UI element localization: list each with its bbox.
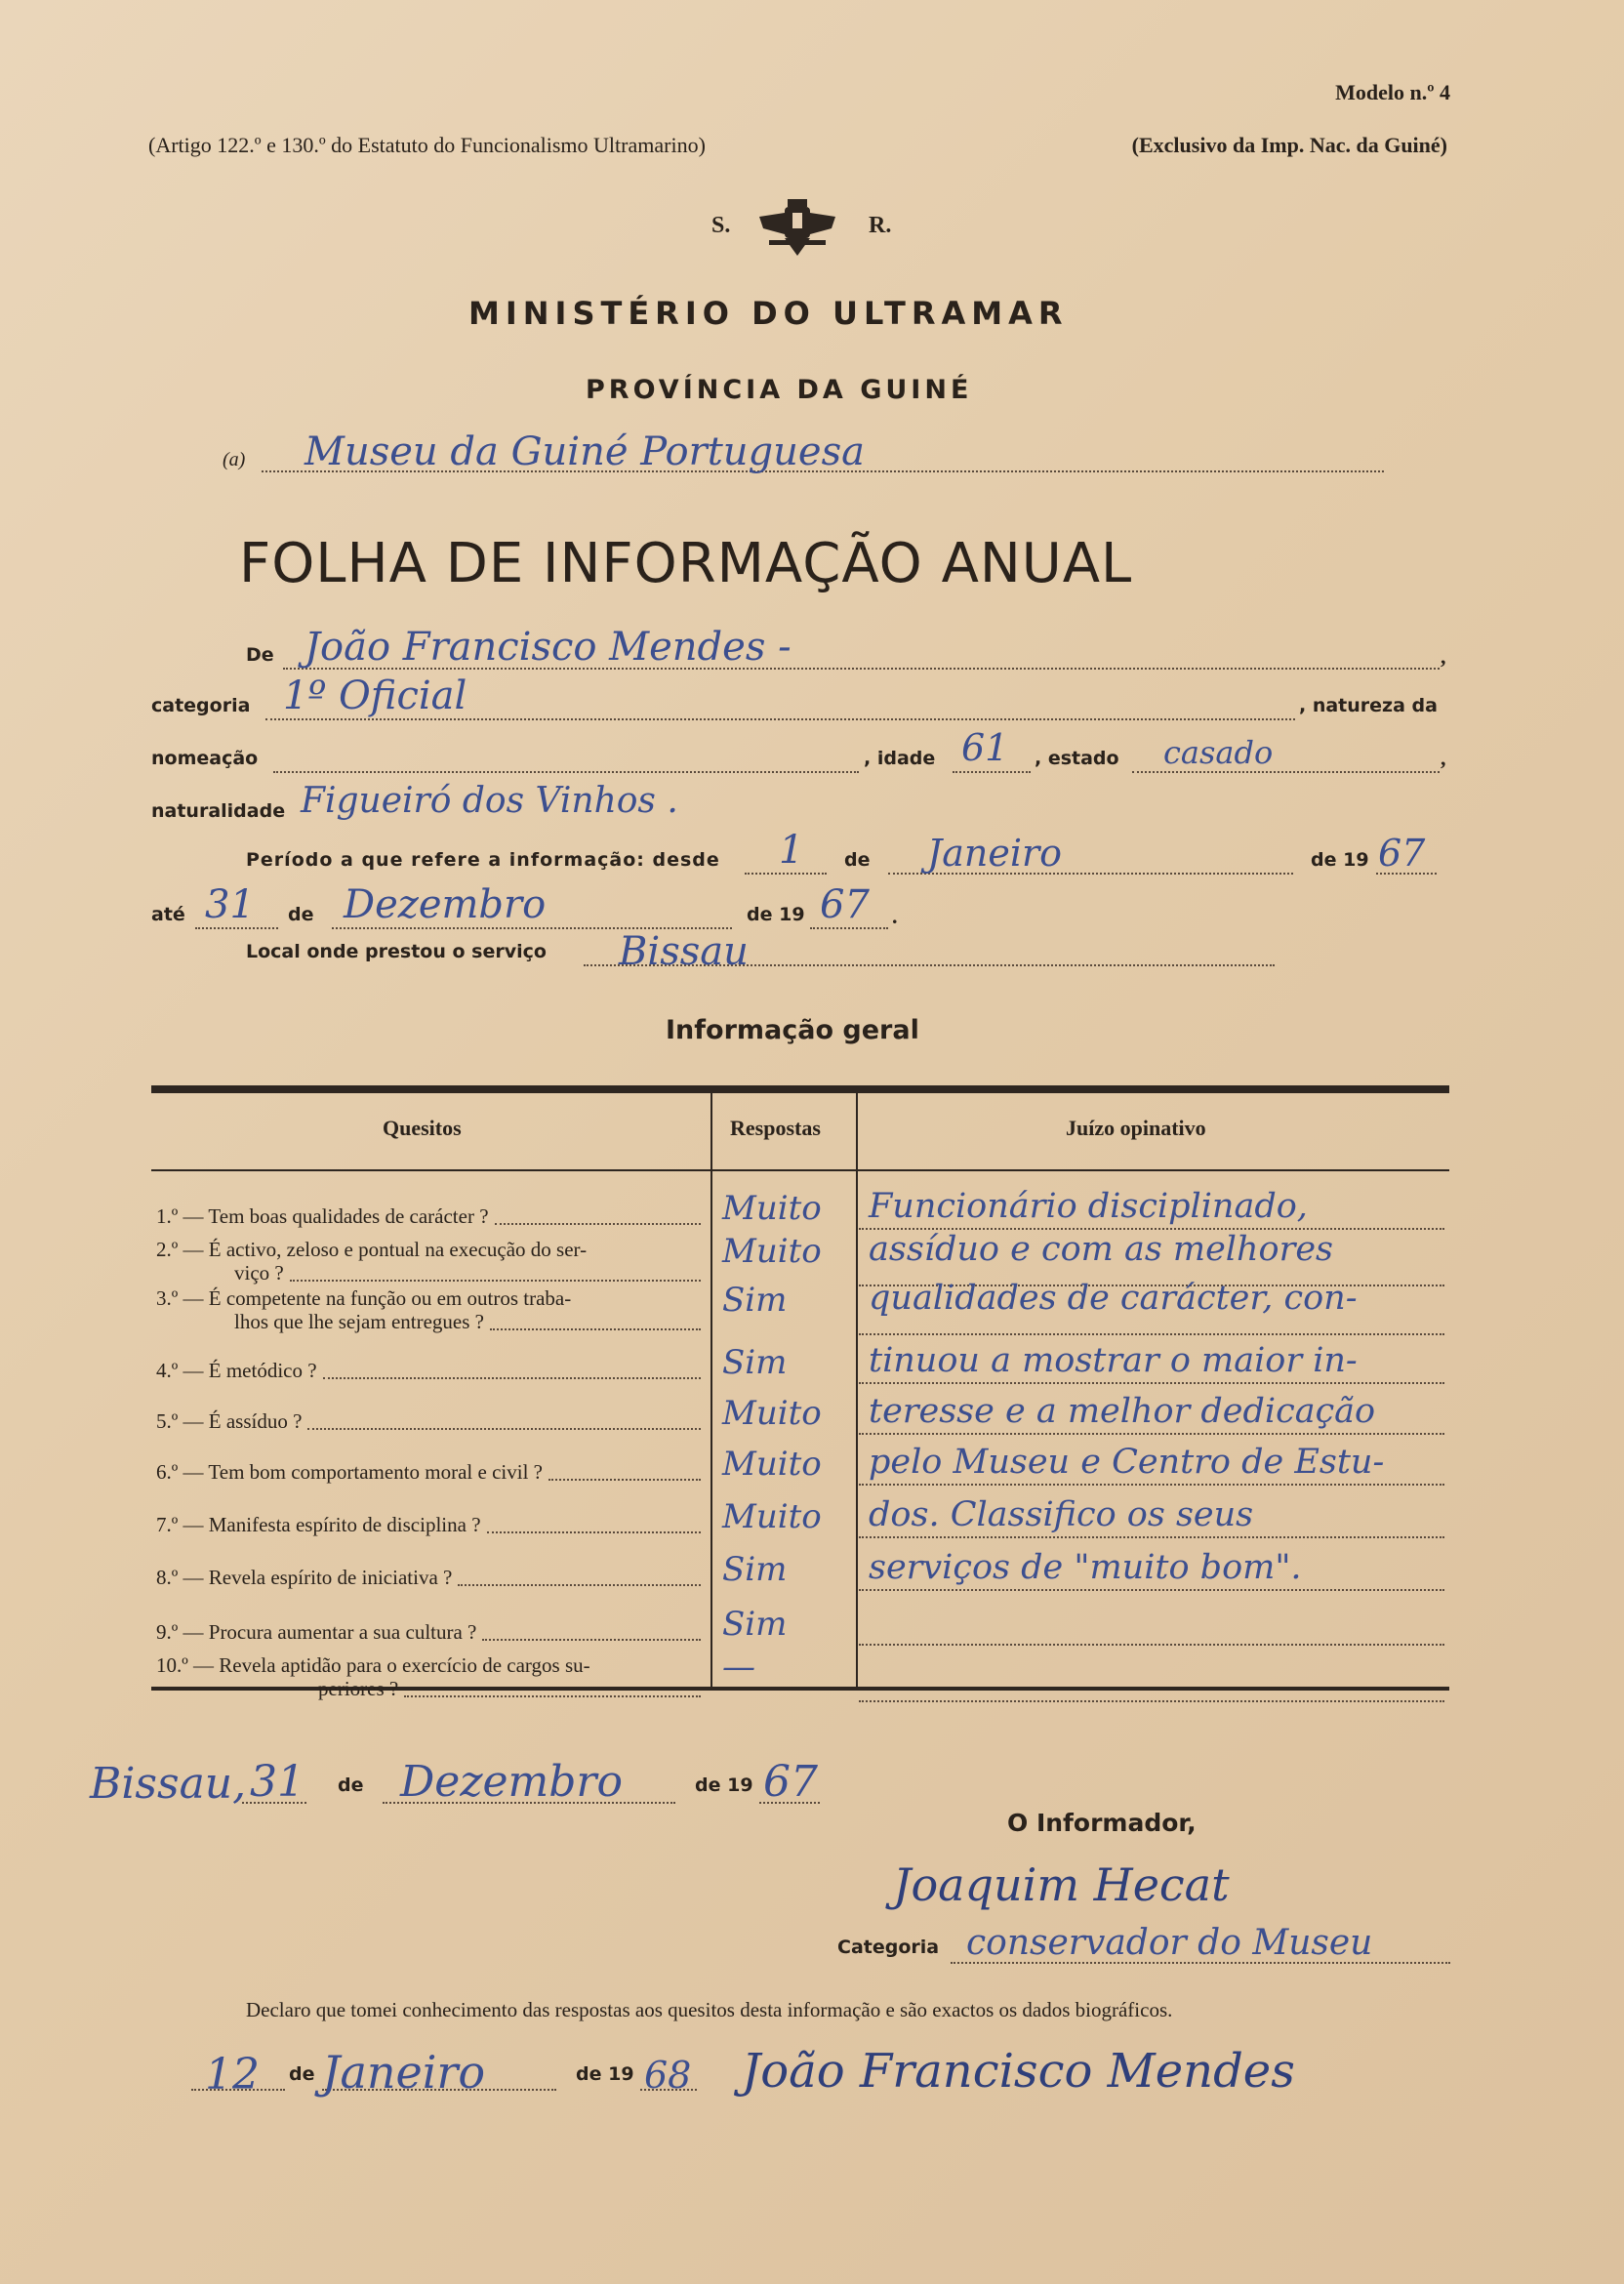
opinion-dotted-line-5 (859, 1433, 1444, 1435)
desde-de-label: de (844, 849, 871, 871)
idade-dotted-line (953, 771, 1031, 773)
decl-de-label: de (289, 2063, 315, 2085)
de-comma: , (1441, 644, 1446, 669)
opinion-line-4: tinuou a mostrar o maior in- (869, 1341, 1358, 1380)
question-5: 5.º — É assíduo ? (156, 1409, 303, 1433)
local-label: Local onde prestou o serviço (246, 941, 547, 962)
opinion-dotted-line-10 (859, 1700, 1444, 1702)
footer-day-handwritten: 31 (250, 1757, 304, 1807)
r-letter: R. (869, 213, 892, 238)
question-3-continued: lhos que lhe sejam entregues ? (234, 1310, 484, 1333)
de-handwritten-value: João Francisco Mendes - (304, 625, 792, 670)
estado-dotted-line (1132, 771, 1440, 773)
decl-year-handwritten: 68 (644, 2054, 692, 2097)
informador-signature: Joaquim Hecat (893, 1858, 1230, 1911)
answer-9: Sim (722, 1605, 788, 1644)
footer-year-prefix: de 19 (695, 1774, 753, 1796)
form-title: FOLHA DE INFORMAÇÃO ANUAL (239, 532, 1133, 595)
opinion-line-8: serviços de "muito bom". (869, 1548, 1302, 1587)
natureza-label: , natureza da (1299, 695, 1438, 716)
question-6: 6.º — Tem bom comportamento moral e civil ? (156, 1460, 543, 1484)
footer-categoria-handwritten: conservador do Museu (966, 1923, 1373, 1963)
ate-label: até (151, 904, 185, 925)
ate-year-handwritten: 67 (820, 882, 870, 927)
declaration-text: Declaro que tomei conhecimento das respostas aos quesitos desta informação e são exactos os dados biográficos. (246, 1998, 1173, 2021)
declarant-signature: João Francisco Mendes (742, 2044, 1295, 2099)
ate-day-dotted-line (195, 927, 278, 929)
opinion-line-6: pelo Museu e Centro de Estu- (869, 1443, 1385, 1482)
estado-handwritten-value: casado (1163, 734, 1274, 771)
opinion-dotted-line-8 (859, 1589, 1444, 1591)
question-leader-8 (458, 1584, 701, 1586)
local-handwritten-value: Bissau (619, 929, 749, 974)
question-leader-4 (323, 1377, 701, 1379)
decl-year-prefix: de 19 (576, 2063, 634, 2085)
nomeacao-dotted-line (273, 771, 859, 773)
naturalidade-handwritten-value: Figueiró dos Vinhos . (301, 781, 678, 821)
col-header-respostas: Respostas (730, 1116, 821, 1140)
opinion-line-3: qualidades de carácter, con- (869, 1279, 1358, 1318)
ministerio-heading: MINISTÉRIO DO ULTRAMAR (468, 295, 1069, 332)
col-divider-2 (856, 1093, 858, 1687)
desde-month-handwritten: Janeiro (927, 832, 1063, 875)
answer-10: — (722, 1648, 755, 1687)
question-leader-9 (482, 1639, 701, 1641)
question-9: 9.º — Procura aumentar a sua cultura ? (156, 1620, 477, 1644)
ate-year-prefix: de 19 (747, 904, 805, 925)
exclusivo-note: (Exclusivo da Imp. Nac. da Guiné) (1131, 133, 1447, 157)
table-top-rule (151, 1085, 1449, 1093)
ate-month-handwritten: Dezembro (344, 882, 547, 927)
answer-7: Muito (722, 1497, 822, 1536)
col-divider-1 (710, 1093, 712, 1687)
periodo-label: Período a que refere a informação: desde (246, 849, 720, 871)
question-10-continued: periores ? (318, 1677, 399, 1700)
question-leader-5 (307, 1428, 701, 1430)
modelo-label: Modelo n.º 4 (1335, 80, 1450, 104)
question-2: 2.º — É activo, zeloso e pontual na execução do ser- (156, 1238, 588, 1261)
s-letter: S. (711, 213, 731, 238)
answer-5: Muito (722, 1394, 822, 1433)
opinion-dotted-line-4 (859, 1382, 1444, 1384)
desde-year-prefix: de 19 (1311, 849, 1369, 871)
footer-place-handwritten: Bissau, (90, 1759, 247, 1809)
categoria-dotted-line (265, 718, 1295, 720)
answer-1: Muito (722, 1189, 822, 1228)
question-leader-1 (495, 1223, 701, 1225)
categoria-handwritten-value: 1º Oficial (283, 673, 467, 718)
nomeacao-label: nomeação (151, 748, 259, 769)
answer-6: Muito (722, 1445, 822, 1484)
opinion-dotted-line-9 (859, 1644, 1444, 1646)
answer-4: Sim (722, 1343, 788, 1382)
informacao-geral-title: Informação geral (666, 1015, 919, 1045)
de-label: De (246, 644, 274, 666)
provincia-heading: PROVÍNCIA DA GUINÉ (586, 375, 973, 405)
question-3: 3.º — É competente na função ou em outros traba- (156, 1286, 572, 1310)
footer-month-handwritten: Dezembro (400, 1757, 623, 1807)
desde-day-handwritten: 1 (779, 828, 804, 873)
question-leader-3 (490, 1328, 701, 1330)
col-header-quesitos: Quesitos (383, 1116, 462, 1140)
ate-period: . (892, 904, 898, 928)
col-header-juizo: Juízo opinativo (1066, 1116, 1206, 1140)
question-leader-6 (548, 1479, 701, 1481)
footer-de-label: de (338, 1774, 364, 1796)
decl-month-handwritten: Janeiro (322, 2046, 486, 2099)
informador-label: O Informador, (1007, 1809, 1197, 1837)
question-leader-2 (290, 1280, 701, 1282)
a-label: (a) (223, 449, 246, 470)
a-handwritten-value: Museu da Guiné Portuguesa (304, 429, 865, 474)
question-7: 7.º — Manifesta espírito de disciplina ? (156, 1513, 481, 1536)
opinion-line-5: teresse e a melhor dedicação (869, 1392, 1376, 1431)
opinion-dotted-line-3 (859, 1333, 1444, 1335)
estado-label: , estado (1035, 748, 1119, 769)
question-4: 4.º — É metódico ? (156, 1359, 317, 1382)
naturalidade-label: naturalidade (151, 800, 286, 822)
artigo-note: (Artigo 122.º e 130.º do Estatuto do Funcionalismo Ultramarino) (148, 133, 706, 157)
question-10: 10.º — Revela aptidão para o exercício de cargos su- (156, 1653, 590, 1677)
decl-day-handwritten: 12 (205, 2050, 260, 2100)
question-8: 8.º — Revela espírito de iniciativa ? (156, 1566, 453, 1589)
ate-year-dotted-line (810, 927, 888, 929)
opinion-line-2: assíduo e com as melhores (869, 1230, 1334, 1269)
answer-3: Sim (722, 1281, 788, 1320)
idade-handwritten-value: 61 (961, 726, 1009, 769)
table-header-rule (151, 1169, 1449, 1171)
opinion-line-7: dos. Classifico os seus (869, 1495, 1254, 1534)
ate-de-label: de (288, 904, 314, 925)
idade-label: , idade (864, 748, 936, 769)
question-2-continued: viço ? (234, 1261, 284, 1285)
desde-day-dotted-line (745, 873, 827, 875)
estado-comma: , (1441, 746, 1446, 770)
question-1: 1.º — Tem boas qualidades de carácter ? (156, 1204, 489, 1228)
categoria-label: categoria (151, 695, 251, 716)
ate-day-handwritten: 31 (205, 882, 255, 927)
opinion-dotted-line-7 (859, 1536, 1444, 1538)
footer-categoria-label: Categoria (837, 1937, 940, 1958)
desde-year-handwritten: 67 (1378, 832, 1426, 875)
coat-of-arms-icon (755, 195, 839, 262)
answer-8: Sim (722, 1550, 788, 1589)
opinion-line-1: Funcionário disciplinado, (869, 1187, 1308, 1226)
opinion-dotted-line-6 (859, 1484, 1444, 1486)
footer-year-handwritten: 67 (763, 1757, 818, 1807)
question-leader-10 (404, 1695, 701, 1697)
answer-2: Muito (722, 1232, 822, 1271)
question-leader-7 (487, 1531, 701, 1533)
